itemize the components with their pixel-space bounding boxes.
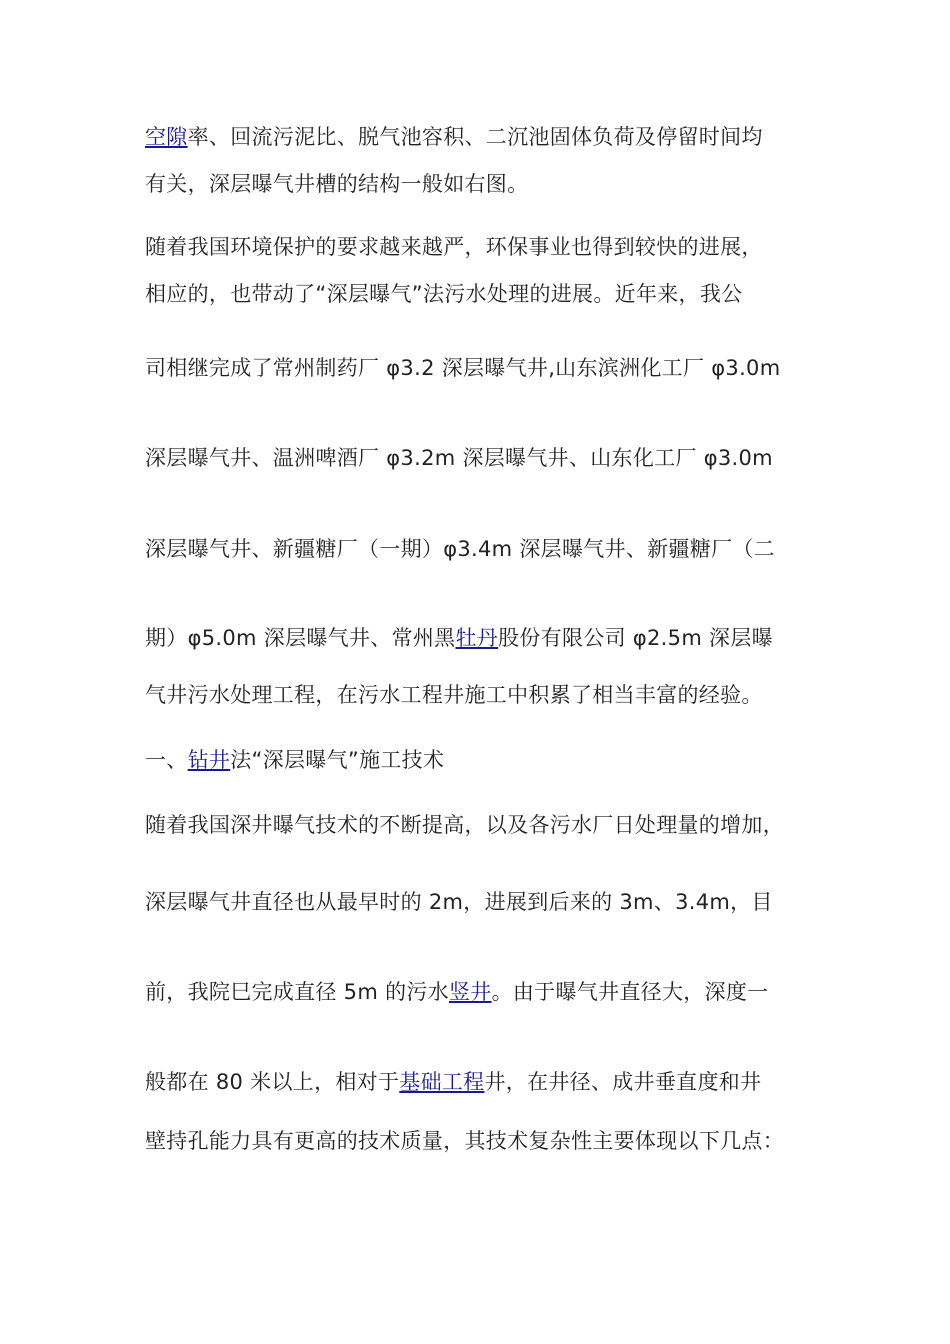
text-segment: 法“深层曝气”施工技术 bbox=[230, 748, 445, 772]
link-kongxi[interactable]: 空隙 bbox=[145, 125, 188, 149]
text-segment: 深层曝气井、温洲啤酒厂 φ3.2m 深层曝气井、山东化工厂 φ3.0m bbox=[145, 446, 773, 470]
text-line bbox=[145, 170, 528, 198]
link-jichu-gongcheng[interactable]: 基础工程 bbox=[399, 1070, 485, 1094]
text-segment: 井，在井径、成井垂直度和井 bbox=[484, 1070, 762, 1094]
text-line bbox=[145, 233, 763, 261]
text-segment: 司相继完成了常州制药厂 φ3.2 深层曝气井,山东滨洲化工厂 φ3.0m bbox=[145, 356, 781, 380]
text-line bbox=[145, 888, 773, 916]
text-segment: 深层曝气井、新疆糖厂（一期）φ3.4m 深层曝气井、新疆糖厂（二 bbox=[145, 537, 775, 561]
link-shujing[interactable]: 竖井 bbox=[448, 980, 492, 1004]
text-line bbox=[145, 624, 773, 652]
text-line bbox=[145, 978, 768, 1006]
text-line bbox=[145, 535, 775, 563]
text-line bbox=[145, 280, 742, 308]
text-line bbox=[145, 123, 763, 151]
section-heading bbox=[145, 746, 444, 774]
text-line bbox=[145, 354, 780, 382]
text-segment: 随着我国深井曝气技术的不断提高，以及各污水厂日处理量的增加， bbox=[145, 813, 784, 837]
text-segment: 相应的，也带动了“深层曝气”法污水处理的进展。近年来，我公 bbox=[145, 282, 743, 306]
text-segment: 般都在 80 米以上，相对于 bbox=[145, 1070, 400, 1094]
text-segment: 有关，深层曝气井槽的结构一般如右图。 bbox=[145, 172, 529, 196]
text-line bbox=[145, 811, 784, 839]
text-segment: 。由于曝气井直径大，深度一 bbox=[491, 980, 769, 1004]
text-segment: 率、回流污泥比、脱气池容积、二沉池固体负荷及停留时间均 bbox=[187, 125, 763, 149]
text-segment: 气井污水处理工程，在污水工程井施工中积累了相当丰富的经验。 bbox=[145, 683, 763, 707]
text-segment: 壁持孔能力具有更高的技术质量，其技术复杂性主要体现以下几点： bbox=[145, 1129, 784, 1153]
text-line bbox=[145, 681, 763, 709]
link-zuanjing[interactable]: 钻井 bbox=[187, 748, 231, 772]
link-mudan[interactable]: 牡丹 bbox=[455, 626, 499, 650]
text-line bbox=[145, 444, 773, 472]
text-line bbox=[145, 1127, 784, 1155]
text-segment: 深层曝气井直径也从最早时的 2m，进展到后来的 3m、3.4m，目 bbox=[145, 890, 773, 914]
text-line bbox=[145, 1068, 761, 1096]
text-segment: 股份有限公司 φ2.5m 深层曝 bbox=[498, 626, 773, 650]
text-segment: 期）φ5.0m 深层曝气井、常州黑 bbox=[145, 626, 456, 650]
text-segment: 随着我国环境保护的要求越来越严，环保事业也得到较快的进展， bbox=[145, 235, 763, 259]
text-segment: 前，我院巳完成直径 5m 的污水 bbox=[145, 980, 449, 1004]
text-segment: 一、 bbox=[145, 748, 188, 772]
